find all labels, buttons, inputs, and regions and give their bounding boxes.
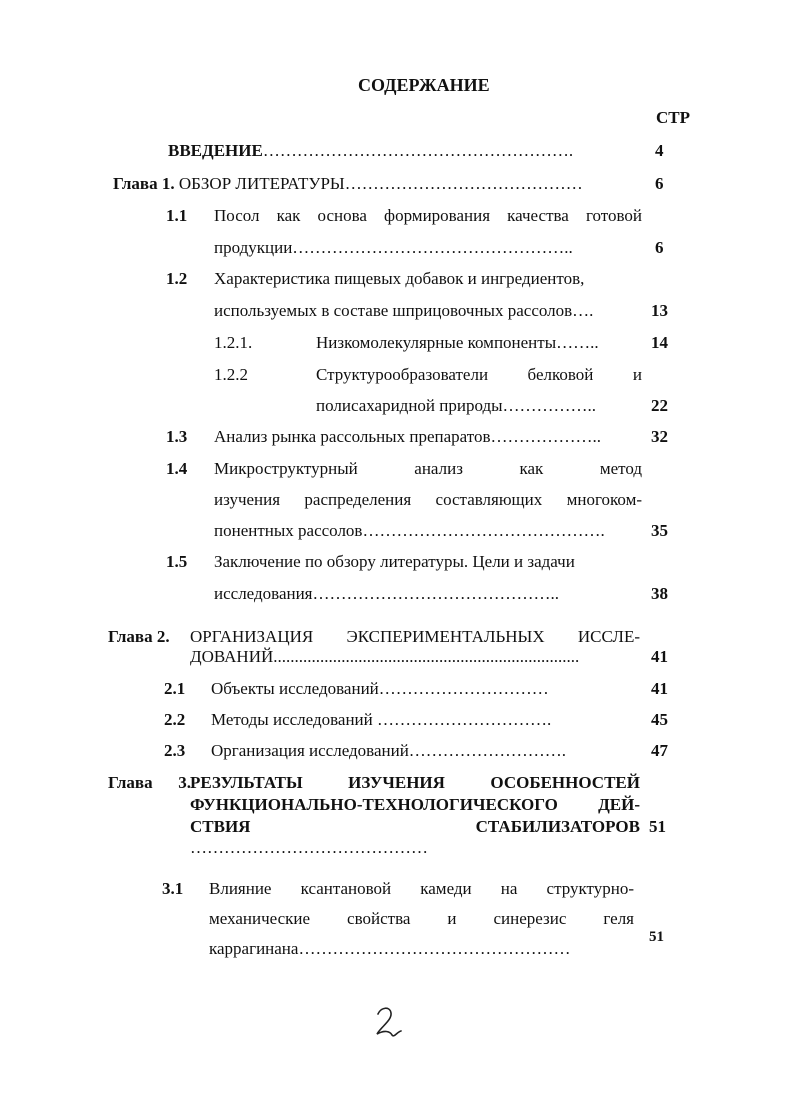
page-number: 14 xyxy=(651,333,668,352)
section-title: Методы исследований …………………………. xyxy=(211,710,552,729)
chapter-label: Глава 1. xyxy=(113,174,175,193)
section-title-line: исследования…………………………………….. xyxy=(214,584,560,603)
section-title-line: Характеристика пищевых добавок и ингредиентов, xyxy=(214,269,585,288)
subsection-title: Низкомолекулярные компоненты…….. xyxy=(316,333,599,352)
section-title-line: продукции………………………………………….. xyxy=(214,238,573,257)
page-number: 51 xyxy=(649,929,664,945)
handwritten-page-number xyxy=(372,1004,404,1040)
section-title: Организация исследований………………………. xyxy=(211,741,567,760)
page-number: 45 xyxy=(651,710,668,729)
section-title: Анализ рынка рассольных препаратов……………….. xyxy=(214,427,601,446)
entry-label: ВВЕДЕНИЕ xyxy=(168,141,263,160)
entry-dots: …………………………………… xyxy=(344,174,583,193)
page-number: 6 xyxy=(655,174,664,193)
section-number: 1.2 xyxy=(166,269,188,288)
section-number: 3.1 xyxy=(162,879,184,898)
subsection-number: 1.2.1. xyxy=(214,333,253,352)
page-number: 41 xyxy=(651,679,668,698)
page-number: 41 xyxy=(651,647,668,666)
page-number: 22 xyxy=(651,396,668,415)
section-title-line: Посол как основа формирования качества готовой xyxy=(214,206,642,225)
page-number: 4 xyxy=(655,141,664,160)
section-title-line: Заключение по обзору литературы. Цели и задачи xyxy=(214,552,575,571)
page-number: 13 xyxy=(651,301,668,320)
page-number: 32 xyxy=(651,427,668,446)
subsection-number: 1.2.2 xyxy=(214,365,248,384)
chapter-title-line: ФУНКЦИОНАЛЬНО-ТЕХНОЛОГИЧЕСКОГО ДЕЙ- xyxy=(190,795,640,814)
section-title-line: каррагинана………………………………………… xyxy=(209,939,571,958)
section-title-line: Влияние ксантановой камеди на структурно- xyxy=(209,879,634,898)
chapter-title-line: ОРГАНИЗАЦИЯ ЭКСПЕРИМЕНТАЛЬНЫХ ИССЛЕ- xyxy=(190,627,640,646)
toc-entry-introduction xyxy=(168,142,573,159)
section-number: 1.5 xyxy=(166,552,188,571)
section-number: 2.3 xyxy=(164,741,186,760)
chapter-title-line: …………………………………… xyxy=(190,838,428,857)
section-number: 2.1 xyxy=(164,679,186,698)
chapter-title: ОБЗОР ЛИТЕРАТУРЫ xyxy=(178,174,345,193)
entry-dots: ………………………………………………. xyxy=(262,141,574,160)
section-number: 1.4 xyxy=(166,459,188,478)
section-title-line: Микроструктурный анализ как метод xyxy=(214,459,642,478)
section-title-line: механические свойства и синерезис геля xyxy=(209,909,634,928)
page-number: 35 xyxy=(651,521,668,540)
section-number: 1.1 xyxy=(166,206,188,225)
page-number: 51 xyxy=(649,817,666,836)
page-number: 47 xyxy=(651,741,668,760)
chapter-label: Глава 2. xyxy=(108,627,170,646)
chapter-label: Глава 3. xyxy=(108,773,191,792)
section-title-line: изучения распределения составляющих многоком- xyxy=(214,490,642,509)
section-title-line: понентных рассолов……………………………………. xyxy=(214,521,605,540)
chapter-title-line: РЕЗУЛЬТАТЫ ИЗУЧЕНИЯ ОСОБЕННОСТЕЙ xyxy=(190,773,640,792)
section-number: 2.2 xyxy=(164,710,186,729)
section-number: 1.3 xyxy=(166,427,188,446)
subsection-title-line: Структурообразователи белковой и xyxy=(316,365,642,384)
section-title: Объекты исследований………………………… xyxy=(211,679,549,698)
page-title: СОДЕРЖАНИЕ xyxy=(358,75,490,95)
section-title-line: используемых в составе шприцовочных рассолов…. xyxy=(214,301,594,320)
page-number: 6 xyxy=(655,238,664,257)
subsection-title-line: полисахаридной природы…………….. xyxy=(316,396,597,415)
chapter-title-line: СТВИЯ СТАБИЛИЗАТОРОВ xyxy=(190,817,640,836)
page-column-header: СТР xyxy=(656,108,690,127)
page-number: 38 xyxy=(651,584,668,603)
toc-entry-chapter-1 xyxy=(113,175,583,192)
chapter-title-line: ДОВАНИЙ........................................................................ xyxy=(190,647,580,666)
